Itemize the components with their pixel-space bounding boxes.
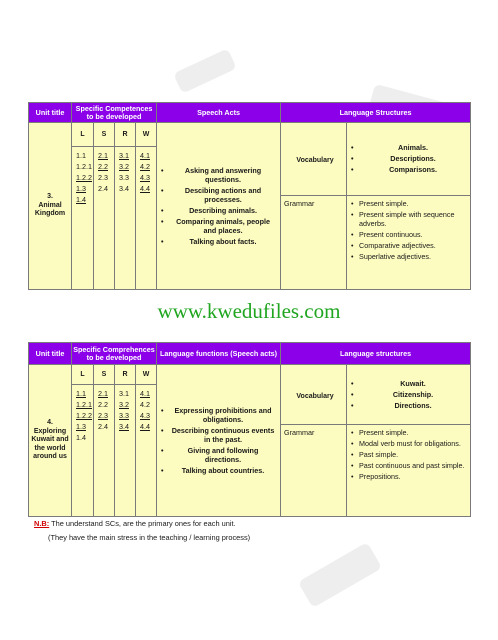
grammar-cell [347, 425, 471, 517]
header-language-functions: Language functions (Speech acts) [157, 343, 281, 365]
note-line-2: (They have the main stress in the teaching / learning process) [48, 533, 251, 542]
sc-code: 1.4 [76, 433, 86, 442]
sc-code: 3.3 [119, 411, 129, 420]
list-item: • Comparative adjectives. [351, 241, 467, 250]
sc-code: 2.3 [98, 173, 108, 182]
sc-code: 2.1 [98, 389, 108, 398]
letter-w: W [136, 365, 157, 385]
list-item: • Directions. [351, 401, 467, 410]
vocabulary-cell [347, 123, 471, 196]
list-item: • Describing continuous events in the past. [161, 426, 277, 444]
grammar-label: Grammar [281, 196, 347, 290]
header-unit-title: Unit title [29, 343, 72, 365]
footnote [34, 517, 250, 545]
sc-code: 3.3 [119, 173, 129, 182]
grammar-cell [347, 196, 471, 290]
sc-code: 4.3 [140, 411, 150, 420]
sc-code: 1.1 [76, 151, 86, 160]
list-item: • Describing animals. [161, 206, 277, 215]
unit-number: 4. [47, 419, 53, 427]
list-item: • Superlative adjectives. [351, 252, 467, 261]
header-language-structures: Language structures [281, 343, 471, 365]
unit-name: Exploring Kuwait and the world around us [31, 427, 69, 461]
sc-code: 1.1 [76, 389, 86, 398]
sc-code: 4.3 [140, 173, 150, 182]
grammar-label: Grammar [281, 425, 347, 517]
list-item: • Descibing actions and processes. [161, 186, 277, 204]
vocabulary-cell [347, 365, 471, 425]
list-item: • Talking about countries. [161, 466, 277, 475]
sc-code: 3.4 [119, 184, 129, 193]
header-competences: Specific Competences to be developed [72, 103, 157, 123]
sc-code: 4.1 [140, 151, 150, 160]
sc-code: 2.2 [98, 400, 108, 409]
list-item: • Animals. [351, 143, 467, 152]
sc-code: 2.3 [98, 411, 108, 420]
header-language-structures: Language Structures [281, 103, 471, 123]
note-label: N.B: [34, 519, 50, 528]
unit-3-table [28, 102, 471, 290]
sc-code: 1.2.2 [76, 173, 92, 182]
sc-w-column [136, 385, 157, 517]
letter-s: S [94, 123, 115, 147]
header-speech-acts: Speech Acts [157, 103, 281, 123]
sc-code: 4.4 [140, 422, 150, 431]
unit-4-table [28, 342, 471, 517]
list-item: • Comparisons. [351, 165, 467, 174]
list-item: • Present simple. [351, 428, 467, 437]
list-item: • Modal verb must for obligations. [351, 439, 467, 448]
letter-l: L [72, 365, 94, 385]
sc-code: 1.4 [76, 195, 86, 204]
list-item: • Descriptions. [351, 154, 467, 163]
letter-r: R [115, 365, 136, 385]
sc-code: 3.2 [119, 162, 129, 171]
list-item: • Prepositions. [351, 472, 467, 481]
list-item: • Present simple with sequence adverbs. [351, 210, 467, 228]
sc-code: 1.2.1 [76, 162, 92, 171]
note-line-1: The understand SCs, are the primary ones for each unit. [49, 519, 236, 528]
sc-code: 4.2 [140, 162, 150, 171]
list-item: • Expressing prohibitions and obligations. [161, 406, 277, 424]
sc-code: 2.4 [98, 422, 108, 431]
language-functions-cell [157, 365, 281, 517]
sc-code: 4.2 [140, 400, 150, 409]
list-item: • Asking and answering questions. [161, 166, 277, 184]
list-item: • Past continuous and past simple. [351, 461, 467, 470]
letter-l: L [72, 123, 94, 147]
list-item: • Giving and following directions. [161, 446, 277, 464]
list-item: • Citizenship. [351, 390, 467, 399]
sc-code: 4.4 [140, 184, 150, 193]
list-item: • Comparing animals, people and places. [161, 217, 277, 235]
letter-s: S [94, 365, 115, 385]
sc-code: 1.2.1 [76, 400, 92, 409]
header-competences: Specific Comprehences to be developed [72, 343, 157, 365]
sc-l-column [72, 147, 94, 290]
sc-s-column [94, 147, 115, 290]
watermark-mark [173, 48, 237, 93]
sc-l-column [72, 385, 94, 517]
sc-r-column [115, 385, 136, 517]
speech-acts-cell [157, 123, 281, 290]
sc-code: 3.4 [119, 422, 129, 431]
sc-code: 2.4 [98, 184, 108, 193]
letter-r: R [115, 123, 136, 147]
sc-w-column [136, 147, 157, 290]
sc-code: 1.2.2 [76, 411, 92, 420]
sc-code: 2.1 [98, 151, 108, 160]
vocabulary-label: Vocabulary [281, 365, 347, 425]
sc-code: 3.2 [119, 400, 129, 409]
unit-cell [29, 123, 72, 290]
sc-code: 3.1 [119, 151, 129, 160]
list-item: • Present simple. [351, 199, 467, 208]
letter-w: W [136, 123, 157, 147]
sc-code: 2.2 [98, 162, 108, 171]
sc-code: 1.3 [76, 184, 86, 193]
unit-number: 3. [47, 193, 53, 201]
sc-code: 3.1 [119, 389, 129, 398]
sc-code: 4.1 [140, 389, 150, 398]
vocabulary-label: Vocabulary [281, 123, 347, 196]
unit-cell [29, 365, 72, 517]
watermark-url: www.kwedufiles.com [157, 299, 341, 323]
unit-name: Animal Kingdom [34, 201, 66, 218]
list-item: • Talking about facts. [161, 237, 277, 246]
sc-code: 1.3 [76, 422, 86, 431]
list-item: • Kuwait. [351, 379, 467, 388]
list-item: • Past simple. [351, 450, 467, 459]
sc-r-column [115, 147, 136, 290]
header-unit-title: Unit title [29, 103, 72, 123]
sc-s-column [94, 385, 115, 517]
watermark-mark [298, 542, 382, 608]
list-item: • Present continuous. [351, 230, 467, 239]
